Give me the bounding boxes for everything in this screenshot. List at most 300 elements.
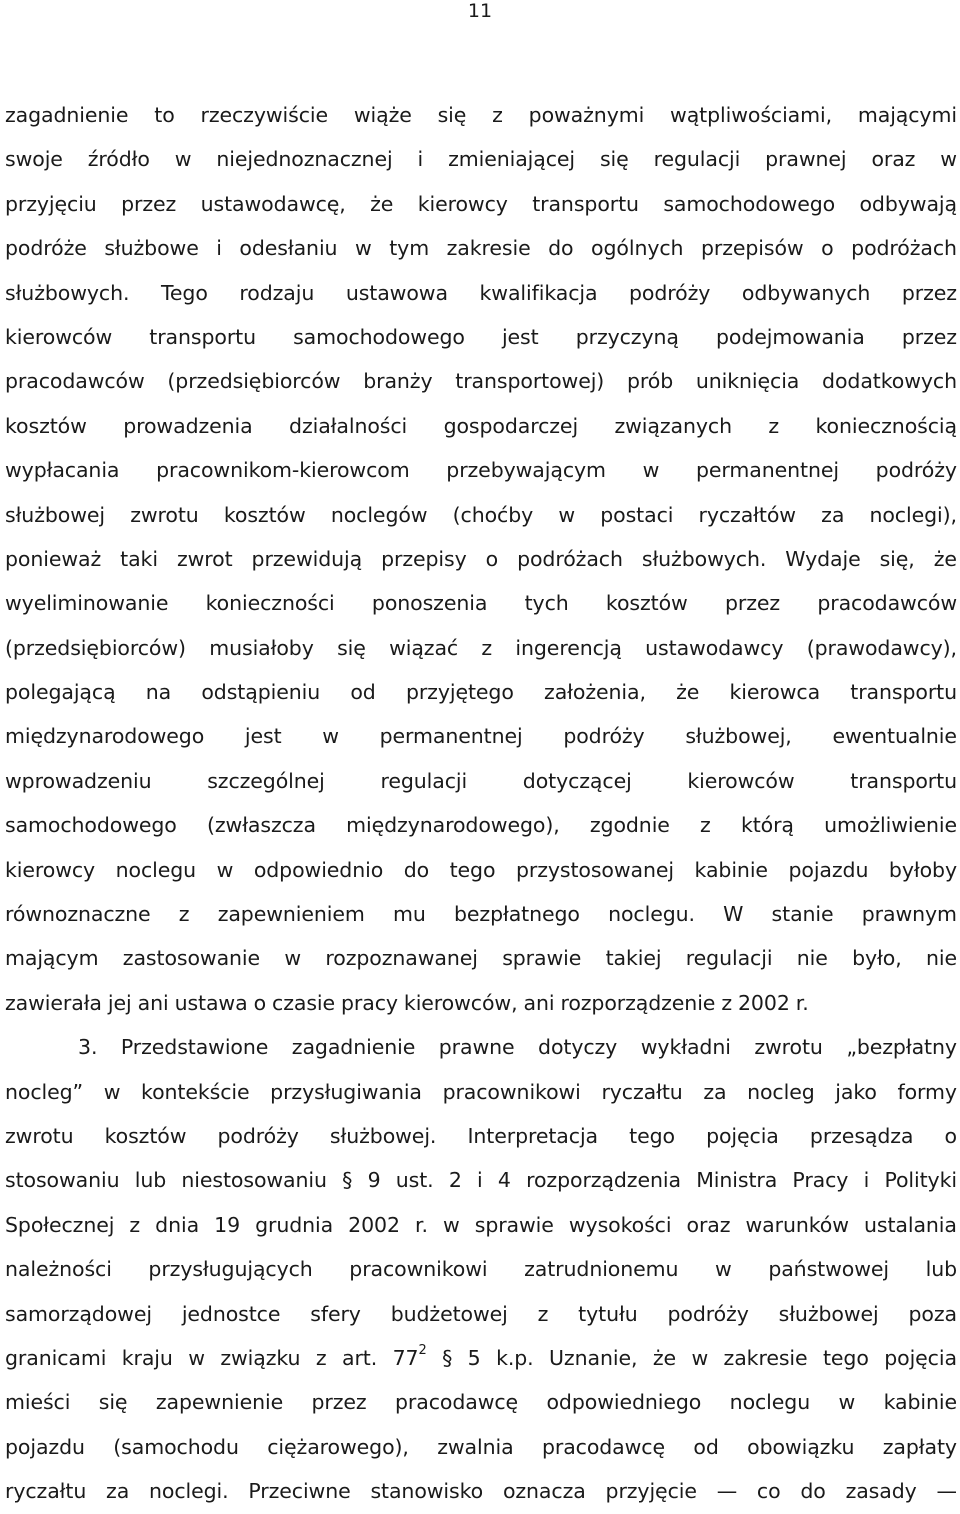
word: w: [558, 502, 576, 527]
word: 9: [367, 1168, 381, 1193]
word: z: [315, 1345, 327, 1370]
word: 3.: [78, 1035, 98, 1060]
word: 5: [467, 1345, 481, 1370]
word: w: [940, 147, 957, 172]
word: lub: [134, 1168, 167, 1193]
word: działalności: [289, 413, 408, 438]
word: służbowych.: [5, 280, 130, 305]
word: nocleg: [747, 1079, 815, 1104]
text-line: [5, 714, 957, 758]
word: kierowców,: [403, 990, 518, 1015]
word: i: [863, 1168, 870, 1193]
word: Ministra: [696, 1168, 778, 1193]
word: dotyczy: [538, 1035, 618, 1060]
word: podróży: [629, 280, 711, 305]
word: zwalnia: [437, 1434, 514, 1459]
word: i: [477, 1168, 483, 1193]
word: swoje: [5, 147, 63, 172]
word: koniecznością: [815, 413, 957, 438]
word: przez: [121, 191, 177, 216]
word: oraz: [871, 147, 916, 172]
word: budżetowej: [390, 1301, 508, 1326]
word: się: [337, 635, 366, 660]
word: oraz: [686, 1212, 731, 1237]
word: przepisów: [700, 236, 804, 261]
word: przez: [901, 324, 957, 349]
word: ustalania: [863, 1212, 957, 1237]
word: transportu: [850, 768, 957, 793]
word: zwrotu: [754, 1035, 823, 1060]
word: służbowej: [778, 1301, 879, 1326]
word: niestosowaniu: [181, 1168, 327, 1193]
word: przez: [724, 591, 781, 616]
word: służbowe: [104, 236, 199, 261]
word: zatrudnionemu: [524, 1257, 679, 1282]
word: kierowca: [729, 680, 821, 705]
superscript: 2: [418, 1343, 427, 1359]
word: jej: [107, 990, 132, 1015]
word: sfery: [310, 1301, 361, 1326]
word: kwalifikacja: [479, 280, 598, 305]
word: przysługujących: [148, 1257, 313, 1282]
word: przyczyną: [575, 324, 679, 349]
text-line: [5, 759, 957, 803]
word: transportu: [532, 191, 639, 216]
word: kabinie: [883, 1390, 957, 1415]
text-line: [5, 448, 957, 492]
word: polegającą: [5, 680, 116, 705]
word: rozporządzenia: [526, 1168, 681, 1193]
word: kierowcy: [5, 857, 96, 882]
word: wykładni: [640, 1035, 731, 1060]
word: o: [821, 236, 834, 261]
word: odbywają: [859, 191, 957, 216]
word: tego: [449, 857, 496, 882]
word: (samochodu: [113, 1434, 239, 1459]
word: kraju: [121, 1345, 173, 1370]
word: pracodawcę: [541, 1434, 665, 1459]
word: przesądza: [809, 1123, 914, 1148]
word: podejmowania: [715, 324, 865, 349]
word: tego: [629, 1123, 675, 1148]
word: prób: [626, 369, 674, 394]
word: ryczałtu: [601, 1079, 683, 1104]
text-line: [5, 670, 957, 714]
word: transportu: [149, 324, 256, 349]
word: przewidują: [251, 546, 363, 571]
word: pracownikowi: [349, 1257, 488, 1282]
word: związanych: [614, 413, 732, 438]
word: Interpretacja: [467, 1123, 599, 1148]
word: należności: [5, 1257, 112, 1282]
word: (przedsiębiorców: [167, 369, 341, 394]
word: tych: [524, 591, 569, 616]
word: (zwłaszcza: [206, 813, 316, 838]
word: pojazdu: [788, 857, 869, 882]
word: podróży: [563, 724, 645, 749]
word: przystosowanej: [515, 857, 674, 882]
text-line: [5, 182, 957, 226]
word: którą: [740, 813, 794, 838]
word: stosowaniu: [5, 1168, 120, 1193]
word: pojęcia: [884, 1345, 957, 1370]
word: Przeciwne: [248, 1479, 351, 1504]
word: wątpliwościami,: [670, 103, 833, 127]
word: się: [599, 147, 629, 172]
word: międzynarodowego: [5, 724, 205, 749]
word: musiałoby: [209, 635, 314, 660]
word: podróży: [217, 1123, 299, 1148]
word: ryczałtów: [698, 502, 796, 527]
text-line: [5, 404, 957, 448]
word: ustawodawcę,: [200, 191, 346, 216]
word: w: [691, 1345, 709, 1370]
text-line: [5, 936, 957, 980]
word: tym: [389, 236, 430, 261]
word: o: [944, 1123, 957, 1148]
word: przepisy: [381, 546, 467, 571]
text-line: [5, 226, 957, 270]
word: r.: [415, 1212, 428, 1237]
word: regulacji: [653, 147, 741, 172]
word: zwrotu: [130, 502, 199, 527]
word: postaci: [600, 502, 674, 527]
word: k.p.: [496, 1345, 534, 1370]
word: służbowych.: [641, 546, 767, 571]
word: prawnej: [765, 147, 847, 172]
word: zakresie: [723, 1345, 808, 1370]
word: się: [98, 1390, 128, 1415]
word: sprawie: [502, 946, 582, 971]
word: dnia: [155, 1212, 200, 1237]
text-line: [5, 93, 957, 137]
word: (choćby: [452, 502, 534, 527]
word: ani: [137, 990, 169, 1015]
word: źródło: [87, 147, 150, 172]
word: międzynarodowego),: [346, 813, 560, 838]
word: transportowej): [455, 369, 605, 394]
word: za: [821, 502, 845, 527]
word: ingerencją: [515, 635, 622, 660]
word: jest: [501, 324, 539, 349]
word: zakresie: [446, 236, 531, 261]
word: byłoby: [888, 857, 957, 882]
word: ustawa: [174, 990, 248, 1015]
word: w: [216, 857, 234, 882]
word: samochodowego: [663, 191, 836, 216]
word: niejednoznacznej: [216, 147, 393, 172]
word: grudnia: [255, 1212, 334, 1237]
word: (przedsiębiorców): [5, 635, 186, 660]
word: w: [442, 1212, 460, 1237]
word: permanentnej: [695, 458, 839, 483]
word: w: [322, 724, 339, 749]
word: pracodawców: [817, 591, 957, 616]
word: permanentnej: [379, 724, 523, 749]
word: z: [768, 413, 780, 438]
word: Tego: [160, 280, 208, 305]
word: —: [936, 1479, 957, 1504]
text-line: [5, 581, 957, 625]
word: poza: [908, 1301, 957, 1326]
word: za: [703, 1079, 727, 1104]
word: ustawowa: [345, 280, 448, 305]
word: r.: [795, 990, 809, 1015]
word: podróżach: [517, 546, 623, 571]
word: podróżach: [851, 236, 957, 261]
word: odpowiedniego: [546, 1390, 702, 1415]
word: stanie: [771, 902, 834, 927]
word: zapłaty: [882, 1434, 957, 1459]
word: zastosowanie: [122, 946, 261, 971]
page-number: 11: [467, 0, 493, 22]
word: przez: [901, 280, 957, 305]
word: się,: [879, 546, 915, 571]
word: zwrot: [176, 546, 233, 571]
word: z: [721, 990, 732, 1015]
word: przez: [311, 1390, 367, 1415]
word: z: [481, 635, 493, 660]
word: warunków: [745, 1212, 849, 1237]
word: gospodarczej: [443, 413, 579, 438]
word: było,: [852, 946, 902, 971]
word: W: [723, 902, 744, 927]
word: pracownikowi: [442, 1079, 581, 1104]
word: regulacji: [380, 768, 468, 793]
text-line: [5, 803, 957, 847]
word: pracodawcę: [395, 1390, 519, 1415]
word: zasady: [845, 1479, 917, 1504]
text-line: [5, 1203, 957, 1247]
word: Społecznej: [5, 1212, 115, 1237]
word: zwrotu: [5, 1123, 74, 1148]
word: pojazdu: [5, 1434, 85, 1459]
word: z: [537, 1301, 549, 1326]
word: ponieważ: [5, 546, 102, 571]
text-line: [5, 1025, 957, 1069]
word: kierowców: [687, 768, 795, 793]
word: granicami: [5, 1345, 107, 1370]
text-line: [5, 1070, 957, 1114]
word: wysokości: [568, 1212, 672, 1237]
word: przyjęcie: [605, 1479, 697, 1504]
word: 2002: [737, 990, 790, 1015]
text-line: [5, 359, 957, 403]
word: prawne: [438, 1035, 515, 1060]
word: Uznanie,: [549, 1345, 638, 1370]
word: na: [145, 680, 172, 705]
word: z: [178, 902, 190, 927]
text-line: [5, 892, 957, 936]
word: nie: [925, 946, 957, 971]
word: kierowców: [5, 324, 113, 349]
text-line: [5, 271, 957, 315]
word: do: [800, 1479, 826, 1504]
word: ponoszenia: [371, 591, 488, 616]
word: 19: [214, 1212, 241, 1237]
word: Pracy: [792, 1168, 849, 1193]
word: lub: [925, 1257, 957, 1282]
word: przyjętego: [405, 680, 514, 705]
word: taki: [120, 546, 158, 571]
word: poważnymi: [528, 103, 645, 127]
word: pracy: [341, 990, 398, 1015]
word: co: [756, 1479, 781, 1504]
word: założenia,: [544, 680, 646, 705]
word: ustawodawcy: [645, 635, 784, 660]
word: w: [103, 1079, 121, 1104]
word: wiąże: [353, 103, 412, 127]
text-line: [5, 1336, 957, 1380]
word: w: [188, 1345, 205, 1370]
word: rozporządzenie: [560, 990, 716, 1015]
word: mającymi: [857, 103, 957, 127]
word: wprowadzeniu: [5, 768, 152, 793]
word: jest: [244, 724, 282, 749]
word: umożliwienie: [824, 813, 957, 838]
word: w: [642, 458, 660, 483]
word: rzeczywiście: [200, 103, 328, 127]
word: czasie: [272, 990, 336, 1015]
word: jako: [835, 1079, 877, 1104]
word: nocleg”: [5, 1079, 84, 1104]
word: przysługiwania: [270, 1079, 422, 1104]
word: noclegi),: [869, 502, 957, 527]
text-line: [5, 1380, 957, 1424]
word: w: [838, 1390, 856, 1415]
word: podróży: [667, 1301, 749, 1326]
word: pracodawców: [5, 369, 145, 394]
word: o: [253, 990, 267, 1015]
word: pracownikom-kierowcom: [156, 458, 410, 483]
word: odesłaniu: [239, 236, 338, 261]
word: kosztów: [223, 502, 306, 527]
word: tego: [822, 1345, 869, 1370]
word: kierowcy: [417, 191, 508, 216]
word: wiązać: [389, 635, 459, 660]
word: wypłacania: [5, 458, 120, 483]
word: zagadnienie: [5, 103, 129, 127]
word: bezpłatnego: [453, 902, 580, 927]
word: w: [355, 236, 372, 261]
word: noclegu.: [608, 902, 695, 927]
word: rodzaju: [239, 280, 315, 305]
word: związku: [220, 1345, 301, 1370]
word: służbowej,: [685, 724, 792, 749]
word: $77^2$: [392, 1343, 427, 1370]
word: kosztów: [605, 591, 688, 616]
word: ogólnych: [591, 236, 684, 261]
text-line: [5, 981, 957, 1025]
text-line: [5, 848, 957, 892]
word: że: [652, 1345, 676, 1370]
word: pojęcia: [706, 1123, 779, 1148]
word: ust.: [395, 1168, 434, 1193]
word: 2: [448, 1168, 462, 1193]
text-line: [5, 1425, 957, 1469]
word: noclegów: [330, 502, 428, 527]
text-line: [5, 1292, 957, 1336]
word: prawnym: [861, 902, 957, 927]
text-line: [5, 493, 957, 537]
word: od: [693, 1434, 719, 1459]
word: samochodowego: [293, 324, 465, 349]
text-line: [5, 137, 957, 181]
word: odstąpieniu: [201, 680, 321, 705]
word: wyeliminowanie: [5, 591, 169, 616]
word: stanowisko: [370, 1479, 484, 1504]
word: w: [174, 147, 192, 172]
word: noclegu: [729, 1390, 811, 1415]
word: kosztów: [5, 413, 87, 438]
word: zawierała: [5, 990, 102, 1015]
word: noclegu: [115, 857, 197, 882]
word: obowiązku: [747, 1434, 855, 1459]
word: mającym: [5, 946, 99, 971]
text-line: [5, 1247, 957, 1291]
word: zapewnienie: [155, 1390, 284, 1415]
word: transportu: [850, 680, 957, 705]
word: równoznaczne: [5, 902, 151, 927]
word: art.: [341, 1345, 378, 1370]
text-line: [5, 1469, 957, 1513]
word: kosztów: [104, 1123, 187, 1148]
word: §: [342, 1168, 353, 1193]
word: tytułu: [578, 1301, 638, 1326]
word: samochodowego: [5, 813, 177, 838]
word: przyjęciu: [5, 191, 97, 216]
text-line: [5, 537, 957, 581]
word: ewentualnie: [832, 724, 957, 749]
word: ani: [523, 990, 555, 1015]
word: formy: [897, 1079, 957, 1104]
word: jednostce: [181, 1301, 281, 1326]
word: nie: [796, 946, 828, 971]
word: w: [715, 1257, 732, 1282]
word: za: [106, 1479, 130, 1504]
word: kontekście: [141, 1079, 250, 1104]
word: §: [442, 1345, 453, 1370]
word: szczególnej: [207, 768, 325, 793]
word: do: [548, 236, 574, 261]
word: z: [700, 813, 711, 838]
text-line: [5, 1158, 957, 1202]
word: zgodnie: [589, 813, 670, 838]
word: dodatkowych: [822, 369, 957, 394]
word: noclegi.: [149, 1479, 229, 1504]
word: konieczności: [205, 591, 335, 616]
word: Wydaje: [785, 546, 861, 571]
word: dotyczącej: [522, 768, 632, 793]
word: oznacza: [502, 1479, 586, 1504]
word: 4: [497, 1168, 511, 1193]
text-line: [5, 315, 957, 359]
word: Przedstawione: [120, 1035, 269, 1060]
word: podróże: [5, 236, 87, 261]
body-text: [5, 93, 957, 1514]
word: od: [350, 680, 376, 705]
word: zapewnieniem: [217, 902, 365, 927]
word: służbowej: [5, 502, 105, 527]
word: i: [216, 236, 222, 261]
word: 2002: [348, 1212, 400, 1237]
word: odpowiednio: [253, 857, 384, 882]
word: ryczałtu: [5, 1479, 87, 1504]
word: się: [437, 103, 467, 127]
word: podróży: [875, 458, 957, 483]
word: rozpoznawanej: [325, 946, 478, 971]
word: zmieniającej: [448, 147, 575, 172]
